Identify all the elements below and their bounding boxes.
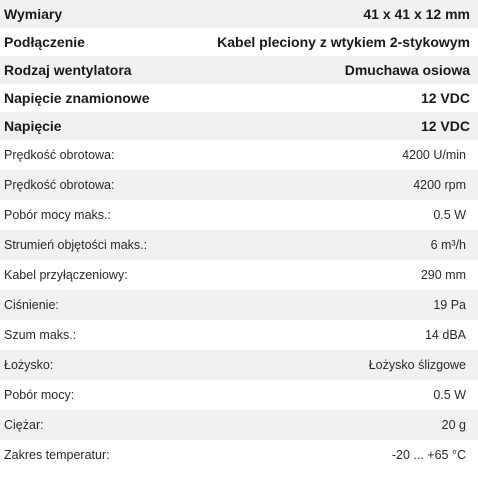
spec-value: 6 m³/h	[430, 238, 466, 252]
spec-value: 290 mm	[420, 268, 466, 282]
spec-row-fan-type	[0, 56, 478, 84]
spec-label: Strumień objętości maks.:	[4, 238, 148, 252]
spec-row-max-power	[0, 200, 478, 230]
spec-label: Pobór mocy:	[4, 388, 75, 402]
spec-row-temperature-range	[0, 440, 478, 470]
spec-row-speed-rpm	[0, 170, 478, 200]
spec-label: Napięcie	[4, 118, 62, 134]
spec-label: Kabel przyłączeniowy:	[4, 268, 128, 282]
spec-row-speed-umin	[0, 140, 478, 170]
spec-row-airflow	[0, 230, 478, 260]
spec-value: 0.5 W	[433, 208, 466, 222]
spec-row-voltage	[0, 112, 478, 140]
spec-label: Ciśnienie:	[4, 298, 59, 312]
spec-label: Zakres temperatur:	[4, 448, 110, 462]
spec-label: Ciężar:	[4, 418, 44, 432]
spec-row-noise	[0, 320, 478, 350]
spec-row-dimensions	[0, 0, 478, 28]
spec-value: -20 ... +65 °C	[391, 448, 466, 462]
spec-value: 41 x 41 x 12 mm	[363, 6, 470, 22]
spec-value: Dmuchawa osiowa	[344, 62, 470, 78]
spec-label: Wymiary	[4, 6, 63, 22]
spec-label: Napięcie znamionowe	[4, 90, 150, 106]
spec-label: Pobór mocy maks.:	[4, 208, 111, 222]
spec-row-cable-length	[0, 260, 478, 290]
spec-value: 12 VDC	[420, 118, 470, 134]
spec-value: Łożysko ślizgowe	[368, 358, 466, 372]
spec-label: Rodzaj wentylatora	[4, 62, 132, 78]
spec-row-pressure	[0, 290, 478, 320]
spec-value: 20 g	[441, 418, 466, 432]
spec-row-connection	[0, 28, 478, 56]
spec-label: Prędkość obrotowa:	[4, 148, 115, 162]
spec-row-rated-voltage	[0, 84, 478, 112]
spec-value: 19 Pa	[433, 298, 466, 312]
spec-value: 14 dBA	[424, 328, 466, 342]
spec-label: Szum maks.:	[4, 328, 77, 342]
spec-row-weight	[0, 410, 478, 440]
spec-label: Prędkość obrotowa:	[4, 178, 115, 192]
spec-value: 12 VDC	[420, 90, 470, 106]
spec-label: Łożysko:	[4, 358, 54, 372]
spec-value: 0.5 W	[433, 388, 466, 402]
spec-row-bearing	[0, 350, 478, 380]
spec-value: 4200 U/min	[402, 148, 466, 162]
spec-value: 4200 rpm	[413, 178, 466, 192]
spec-label: Podłączenie	[4, 34, 85, 50]
spec-value: Kabel pleciony z wtykiem 2-stykowym	[217, 34, 470, 50]
spec-row-power	[0, 380, 478, 410]
